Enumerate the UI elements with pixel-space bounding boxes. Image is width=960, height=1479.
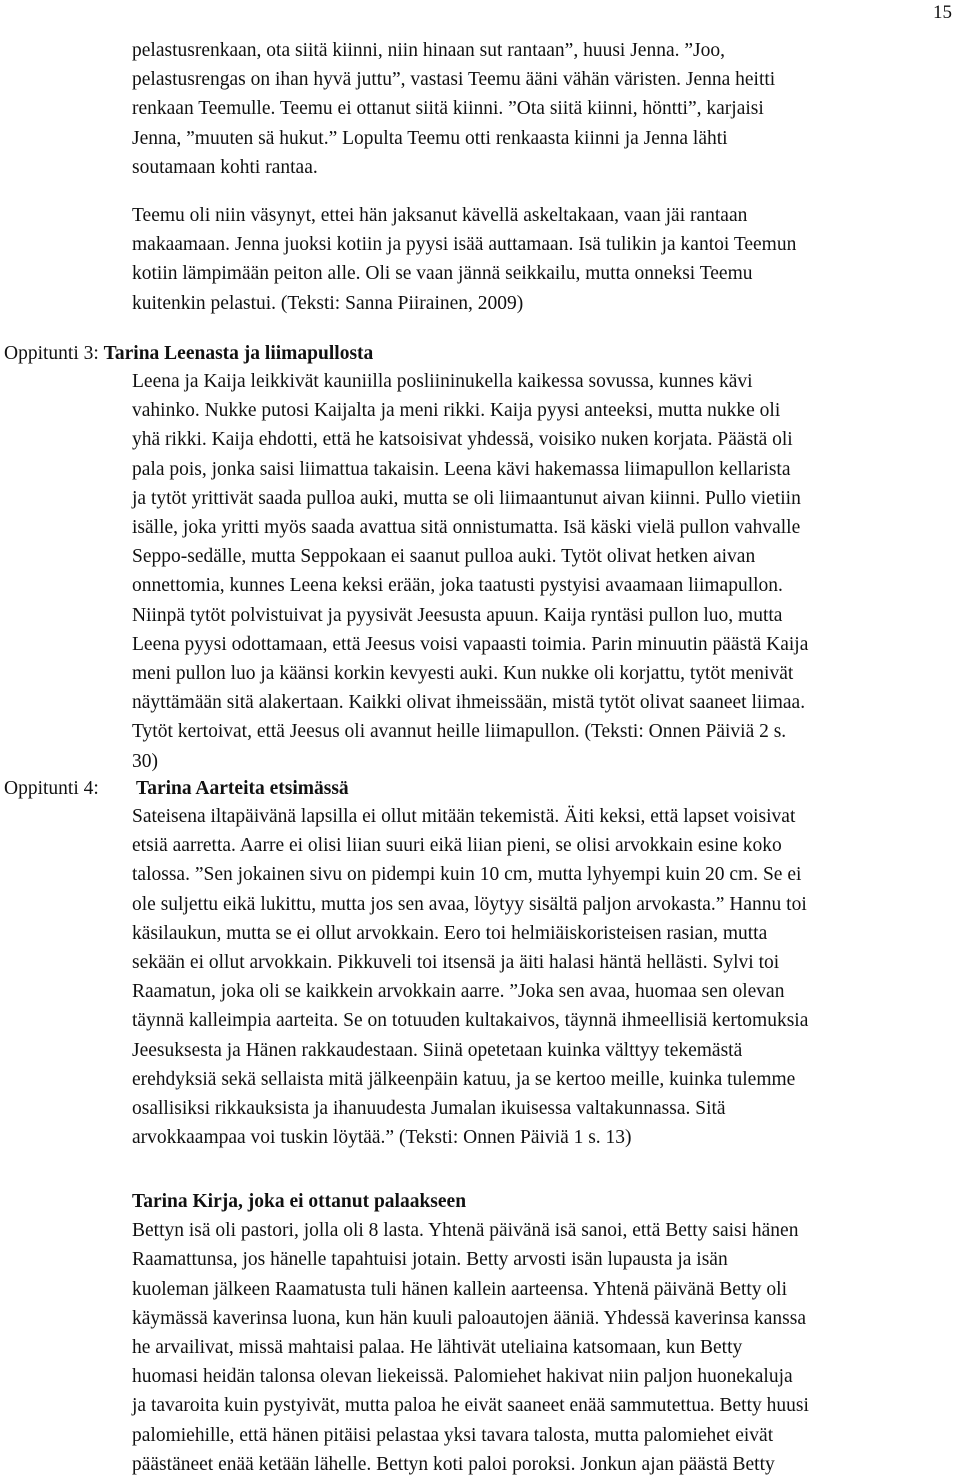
lesson-4-body [132,802,932,1152]
text-line: kotiin lämpimään peiton alle. Oli se vaan jännä seikkailu, mutta onneksi Teemu [132,263,753,285]
text-line: vahinko. Nukke putosi Kaijalta ja meni rikki. Kaija pyysi anteeksi, mutta nukke oli [132,400,781,422]
lesson-4-title: Tarina Aarteita etsimässä [136,778,349,799]
text-line: kuoleman jälkeen Raamatusta tuli hänen kallein aarteensa. Yhtenä päivänä Betty oli [132,1278,787,1300]
text-line: käymässä kaverinsa luona, kun hän kuuli paloautojen ääniä. Yhdessä kaverinsa kanssa [132,1307,806,1329]
text-line: makaamaan. Jenna juoksi kotiin ja pyysi isää auttamaan. Isä tulikin ja kantoi Teemun [132,234,797,256]
text-line: ja tytöt yrittivät saada pulloa auki, mutta se oli liimaantunut aivan kiinni. Pullo vietiin [132,487,801,509]
text-line: täynnä kalleimpia aarteita. Se on totuuden kultakaivos, täynnä ihmeellisiä kertomuksia [132,1010,809,1032]
text-line: isälle, joka yritti myös saada avattua sitä onnistumatta. Isä käski vielä pullon vahvalle [132,517,801,539]
text-line: huomasi heidän talonsa olevan liekeissä. Palomiehet hakivat niin paljon huonekaluja [132,1366,793,1388]
text-line: pelastusrengas on ihan hyvä juttu”, vastasi Teemu ääni vähän väristen. Jenna heitti [132,69,776,91]
text-line: ja tavaroita kuin pystyivät, mutta paloa he eivät saaneet enää sammutettua. Betty huusi [132,1395,809,1417]
text-line: palomiehille, että hänen pitäisi pelastaa yksi tavara talosta, mutta palomiehet eivät [132,1424,774,1446]
text-line: sekään ei ollut arvokkain. Pikkuveli toi itsensä ja äiti halasi häntä hellästi. Sylvi toi [132,952,780,974]
text-line: Sateisena iltapäivänä lapsilla ei ollut mitään tekemistä. Äiti keksi, että lapset voisivat [132,806,796,827]
lesson-3-title: Tarina Leenasta ja liimapullosta [103,343,374,364]
lesson-3-body [132,367,932,776]
lesson-3-heading [4,339,373,368]
text-line: soutamaan kohti rantaa. [132,156,318,178]
text-line: Tytöt kertoivat, että Jeesus oli avannut heille liimapullon. (Teksti: Onnen Päiviä 2 s. [132,721,787,743]
text-line: he arvailivat, missä mahtaisi palaa. He lähtivät uteliaina katsomaan, kun Betty [132,1337,743,1359]
text-line: Raamatun, joka oli se kaikkein arvokkain aarre. ”Joka sen avaa, huomaa sen olevan [132,981,785,1003]
text-line: Niinpä tytöt polvistuivat ja pyysivät Jeesusta apuun. Kaija ryntäsi pullon luo, mutta [132,604,783,626]
lesson-4-heading [4,774,349,803]
text-line: etsiä aarretta. Aarre ei olisi liian suuri eikä liian pieni, se olisi arvokkain esine koko [132,835,782,857]
text-line: käsilaukun, mutta se ei ollut arvokkain. Eero toi helmiäiskoristeisen rasian, mutta [132,922,768,944]
lesson-4-label: Oppitunti 4: [4,778,99,799]
page-number: 15 [933,2,952,23]
intro-paragraph-1 [132,36,932,182]
text-line: Teemu oli niin väsynyt, ettei hän jaksanut kävellä askeltakaan, vaan jäi rantaan [132,205,748,226]
text-line: talossa. ”Sen jokainen sivu on pidempi kuin 10 cm, mutta lyhyempi kuin 20 cm. Se ei [132,864,802,886]
text-line: Jenna, ”muuten sä hukut.” Lopulta Teemu otti renkaasta kiinni ja Jenna lähti [132,127,728,149]
text-line: onnettomia, kunnes Leena keksi erään, joka taatusti pystyisi avaamaan liimapullon. [132,575,783,597]
text-line: Bettyn isä oli pastori, jolla oli 8 lasta. Yhtenä päivänä isä sanoi, että Betty saisi hänen [132,1220,799,1242]
story-title: Tarina Kirja, joka ei ottanut palaakseen [132,1191,467,1212]
text-line: pelastusrenkaan, ota siitä kiinni, niin hinaan sut rantaan”, huusi Jenna. ”Joo, [132,40,725,61]
story-section [132,1187,932,1479]
text-line: arvokkaampaa voi tuskin löytää.” (Teksti: Onnen Päiviä 1 s. 13) [132,1127,632,1149]
text-line: Jeesuksesta ja Hänen rakkaudestaan. Siinä opetetaan kuinka välttyy tekemästä [132,1039,743,1061]
text-line: yhä rikki. Kaija ehdotti, että he katsoisivat yhdessä, voisiko nuken korjata. Päästä oli [132,429,793,451]
text-line: näyttämään sitä alakertaan. Kaikki olivat ihmeissään, mistä tytöt olivat saaneet liimaa. [132,692,806,714]
text-line: pala pois, jonka saisi liimattua takaisin. Leena kävi hakemassa liimapullon kellarista [132,458,791,480]
text-line: erehdyksiä sekä sellaista mitä jälkeenpäin katuu, ja se kertoo meille, kuinka tulemme [132,1068,796,1090]
text-line: 30) [132,750,158,772]
lesson-3-label: Oppitunti 3: [4,343,104,364]
text-line: Leena pyysi odottamaan, että Jeesus voisi vapaasti toimia. Parin minuutin päästä Kaija [132,633,809,655]
intro-paragraph-2 [132,201,932,318]
text-line: Leena ja Kaija leikkivät kauniilla posliininukella kaikessa sovussa, kunnes kävi [132,371,753,392]
text-line: kuitenkin pelastui. (Teksti: Sanna Piirainen, 2009) [132,292,524,314]
text-line: ole suljettu eikä lukittu, mutta jos sen avaa, löytyy sisältä paljon arvokasta.” Hannu toi [132,893,807,915]
text-line: Seppo-sedälle, mutta Seppokaan ei saanut pulloa auki. Tytöt olivat hetken aivan [132,546,756,568]
text-line: päästäneet enää ketään lähelle. Bettyn koti paloi poroksi. Jonkun ajan päästä Betty [132,1453,775,1475]
text-line: meni pullon luo ja käänsi korkin kevyesti auki. Kun nukke oli korjattu, tytöt menivät [132,663,794,685]
text-line: renkaan Teemulle. Teemu ei ottanut siitä kiinni. ”Ota siitä kiinni, höntti”, karjaisi [132,98,764,120]
text-line: osallisiksi rikkauksista ja ihanuudesta Jumalan ikuisessa valtakunnassa. Sitä [132,1098,726,1120]
text-line: Raamattunsa, jos hänelle tapahtuisi jotain. Betty arvosti isän lupausta ja isän [132,1249,728,1271]
